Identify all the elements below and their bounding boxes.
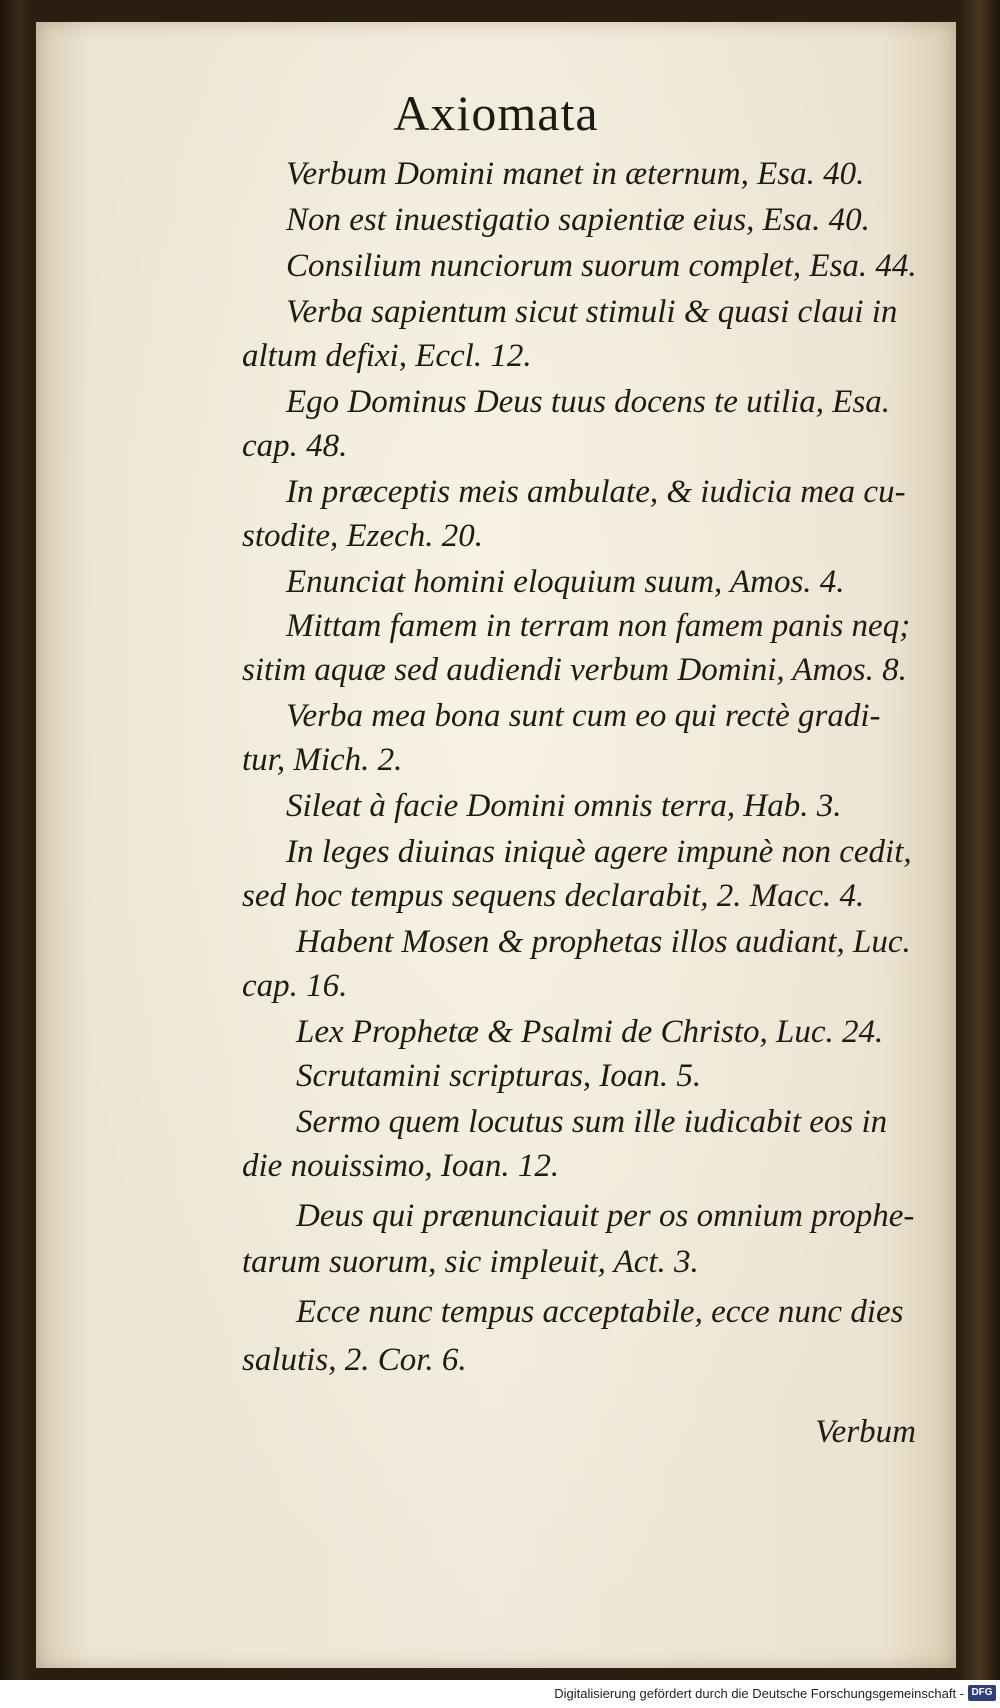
text-line: Sileat à facie Domini omnis terra, Hab. 3. xyxy=(286,788,842,824)
text-line: Sermo quem locutus sum ille iudicabit eos in xyxy=(296,1104,888,1140)
text-line: In leges diuinas iniquè agere impunè non cedit, xyxy=(286,834,912,870)
text-line: Habent Mosen & prophetas illos audiant, Luc. xyxy=(296,924,911,960)
text-line: Scrutamini scripturas, Ioan. 5. xyxy=(296,1058,702,1094)
text-line: Ego Dominus Deus tuus docens te utilia, Esa. xyxy=(286,384,891,420)
text-line: Consilium nunciorum suorum complet, Esa. 44. xyxy=(286,248,917,284)
footer-credit: Digitalisierung gefördert durch die Deutsche Forschungsgemeinschaft - xyxy=(554,1686,964,1701)
text-line: Deus qui prænunciauit per os omnium prophe- xyxy=(296,1198,915,1234)
text-line: Lex Prophetæ & Psalmi de Christo, Luc. 24. xyxy=(296,1014,884,1050)
text-line: altum defixi, Eccl. 12. xyxy=(242,338,532,374)
text-line: cap. 16. xyxy=(242,968,348,1004)
text-line: Verba mea bona sunt cum eo qui rectè gradi- xyxy=(286,698,881,734)
text-line: Verba sapientum sicut stimuli & quasi claui in xyxy=(286,294,898,330)
text-line: Ecce nunc tempus acceptabile, ecce nunc dies xyxy=(296,1294,904,1330)
text-line: tarum suorum, sic impleuit, Act. 3. xyxy=(242,1244,699,1280)
text-line: sed hoc tempus sequens declarabit, 2. Macc. 4. xyxy=(242,878,865,914)
text-line: sitim aquæ sed audiendi verbum Domini, Amos. 8. xyxy=(242,652,907,688)
text-line: Verbum Domini manet in æternum, Esa. 40. xyxy=(286,156,865,192)
digitization-footer xyxy=(0,1680,1000,1708)
text-line: cap. 48. xyxy=(242,428,348,464)
dfg-logo: DFG xyxy=(968,1685,996,1701)
text-line: Non est inuestigatio sapientiæ eius, Esa. 40. xyxy=(286,202,870,238)
text-line: In præceptis meis ambulate, & iudicia mea cu- xyxy=(286,474,906,510)
running-head: Axiomata xyxy=(393,85,599,141)
text-line: tur, Mich. 2. xyxy=(242,742,403,778)
text-line: stodite, Ezech. 20. xyxy=(242,518,484,554)
text-line: die nouissimo, Ioan. 12. xyxy=(242,1148,560,1184)
book-page xyxy=(36,22,956,1668)
catchword: Verbum xyxy=(815,1414,916,1450)
text-line: Enunciat homini eloquium suum, Amos. 4. xyxy=(286,564,845,600)
text-line: Mittam famem in terram non famem panis neq; xyxy=(286,608,911,644)
text-line: salutis, 2. Cor. 6. xyxy=(242,1342,467,1378)
